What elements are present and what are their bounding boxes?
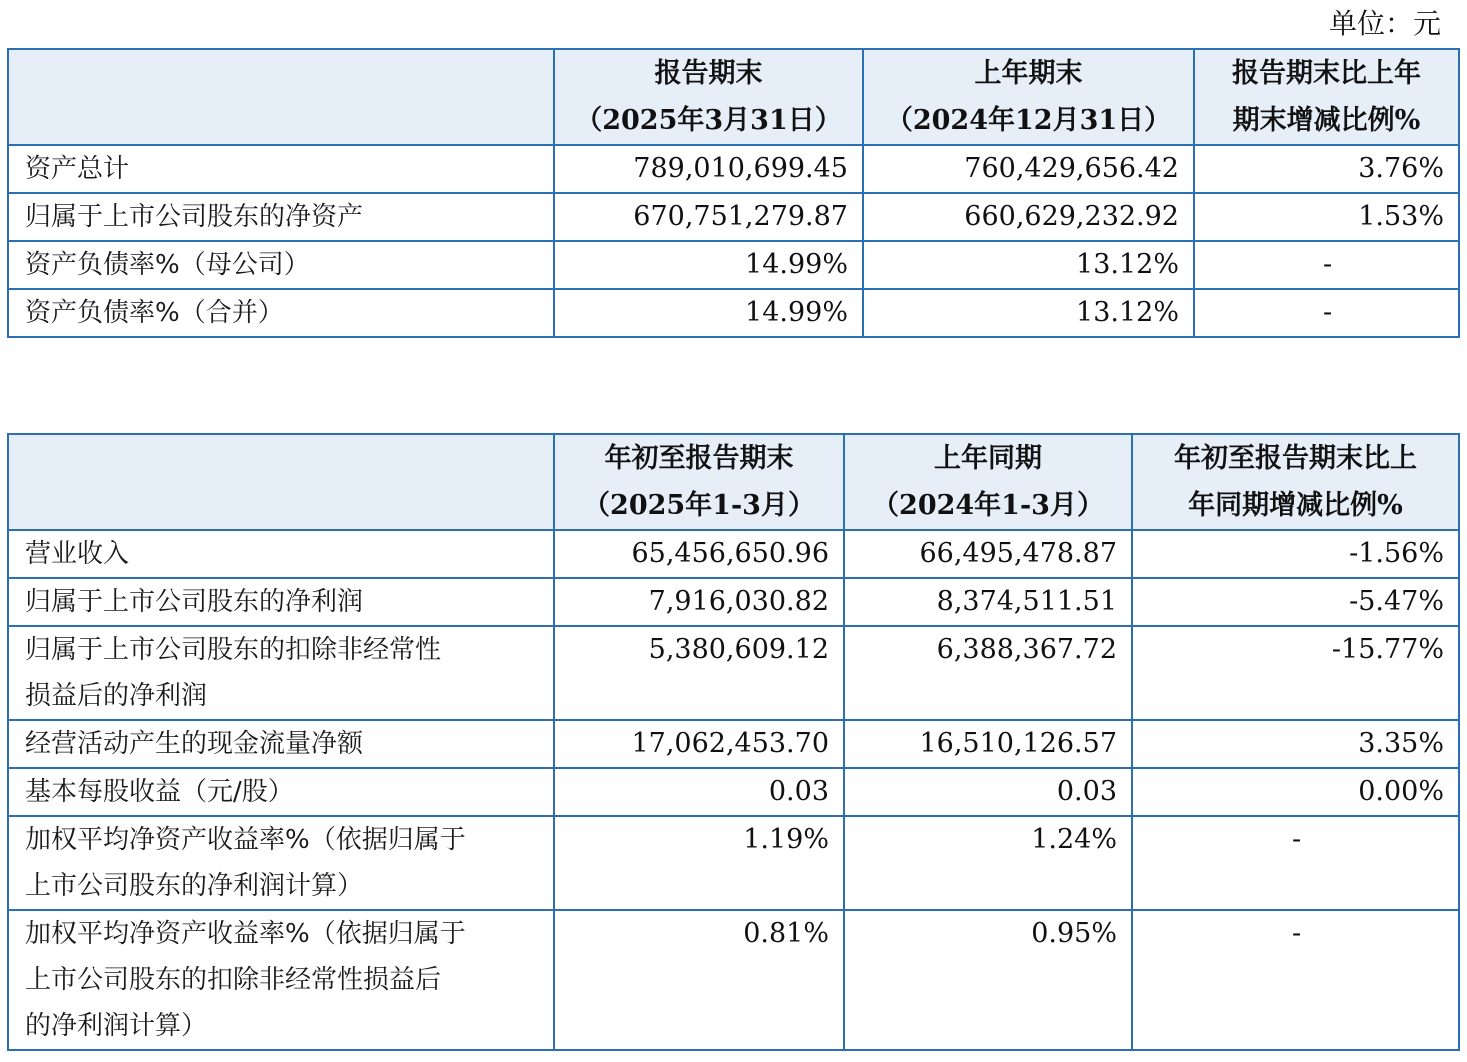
- table-row: [8, 768, 1459, 816]
- table2-header-change-line1: 年初至报告期末比上: [1174, 443, 1417, 474]
- current-value: 0.03: [554, 768, 844, 816]
- table-row: [8, 193, 1459, 241]
- change-value: -: [1132, 910, 1459, 1050]
- table2-header-row: [8, 434, 1459, 530]
- table1-header-previous: [863, 49, 1194, 145]
- table-row: [8, 816, 1459, 910]
- previous-value: 16,510,126.57: [844, 720, 1132, 768]
- previous-value: 6,388,367.72: [844, 626, 1132, 720]
- row-label: 资产负债率%（母公司）: [8, 241, 554, 289]
- previous-value: 66,495,478.87: [844, 530, 1132, 578]
- row-label: [8, 720, 554, 768]
- current-value: 0.81%: [554, 910, 844, 1050]
- table1-header-change-line2: 期末增减比例%: [1232, 105, 1421, 136]
- change-value: -: [1132, 816, 1459, 910]
- previous-value: 13.12%: [863, 241, 1194, 289]
- current-value: 5,380,609.12: [554, 626, 844, 720]
- table1-header-change: [1194, 49, 1459, 145]
- table-row: [8, 145, 1459, 193]
- table2-header-current-line2: （2025年1-3月）: [583, 490, 815, 521]
- table1-header-change-line1: 报告期末比上年: [1232, 58, 1421, 89]
- row-label: 资产总计: [8, 145, 554, 193]
- table-row: [8, 910, 1459, 1050]
- change-value: -: [1194, 289, 1459, 337]
- row-label-line: 基本每股收益（元/股）: [25, 777, 294, 807]
- table-row: [8, 289, 1459, 337]
- table1-header-row: [8, 49, 1459, 145]
- current-value: 14.99%: [554, 289, 863, 337]
- change-value: 1.53%: [1194, 193, 1459, 241]
- table1-header-current-line2: （2025年3月31日）: [575, 105, 842, 136]
- balance-summary-table: [7, 48, 1460, 338]
- change-value: -15.77%: [1132, 626, 1459, 720]
- change-value: 3.76%: [1194, 145, 1459, 193]
- change-value: -: [1194, 241, 1459, 289]
- row-label: 资产负债率%（合并）: [8, 289, 554, 337]
- row-label-line: 损益后的净利润: [25, 681, 208, 711]
- table1-header-previous-line1: 上年期末: [974, 58, 1083, 89]
- table1-header-blank: [8, 49, 554, 145]
- table-row: [8, 720, 1459, 768]
- previous-value: 0.03: [844, 768, 1132, 816]
- row-label-line: 经营活动产生的现金流量净额: [25, 729, 364, 759]
- current-value: 14.99%: [554, 241, 863, 289]
- previous-value: 0.95%: [844, 910, 1132, 1050]
- table2-header-change-line2: 年同期增减比例%: [1188, 490, 1403, 521]
- previous-value: 660,629,232.92: [863, 193, 1194, 241]
- current-value: 65,456,650.96: [554, 530, 844, 578]
- table2-header-previous-line2: （2024年1-3月）: [872, 490, 1104, 521]
- unit-label: 单位：元: [1328, 7, 1441, 40]
- row-label-line: 归属于上市公司股东的扣除非经常性: [25, 635, 442, 665]
- row-label-line: 上市公司股东的净利润计算）: [25, 871, 364, 901]
- previous-value: 1.24%: [844, 816, 1132, 910]
- change-value: 0.00%: [1132, 768, 1459, 816]
- table2-header-previous-line1: 上年同期: [934, 443, 1042, 474]
- current-value: 1.19%: [554, 816, 844, 910]
- row-label: [8, 530, 554, 578]
- row-label-line: 归属于上市公司股东的净利润: [25, 587, 364, 617]
- change-value: -5.47%: [1132, 578, 1459, 626]
- table-row: [8, 578, 1459, 626]
- row-label: [8, 578, 554, 626]
- row-label-line: 加权平均净资产收益率%（依据归属于: [25, 919, 466, 949]
- previous-value: 760,429,656.42: [863, 145, 1194, 193]
- row-label-line: 营业收入: [25, 539, 130, 569]
- table2-header-current-line1: 年初至报告期末: [604, 443, 794, 474]
- table2-header-previous: [844, 434, 1132, 530]
- table2-header-change: [1132, 434, 1459, 530]
- current-value: 789,010,699.45: [554, 145, 863, 193]
- row-label: [8, 768, 554, 816]
- income-summary-table: [7, 433, 1460, 1051]
- table-row: [8, 530, 1459, 578]
- row-label: [8, 816, 554, 910]
- previous-value: 8,374,511.51: [844, 578, 1132, 626]
- row-label: [8, 626, 554, 720]
- table1-header-current: [554, 49, 863, 145]
- row-label-line: 上市公司股东的扣除非经常性损益后: [25, 965, 442, 995]
- table1-header-current-line1: 报告期末: [654, 58, 763, 89]
- current-value: 670,751,279.87: [554, 193, 863, 241]
- table2-header-blank: [8, 434, 554, 530]
- table-row: [8, 241, 1459, 289]
- change-value: -1.56%: [1132, 530, 1459, 578]
- current-value: 7,916,030.82: [554, 578, 844, 626]
- current-value: 17,062,453.70: [554, 720, 844, 768]
- row-label-line: 的净利润计算）: [25, 1011, 208, 1041]
- table-row: [8, 626, 1459, 720]
- change-value: 3.35%: [1132, 720, 1459, 768]
- row-label: 归属于上市公司股东的净资产: [8, 193, 554, 241]
- table2-header-current: [554, 434, 844, 530]
- row-label: [8, 910, 554, 1050]
- table1-header-previous-line2: （2024年12月31日）: [885, 105, 1172, 136]
- row-label-line: 加权平均净资产收益率%（依据归属于: [25, 825, 466, 855]
- previous-value: 13.12%: [863, 289, 1194, 337]
